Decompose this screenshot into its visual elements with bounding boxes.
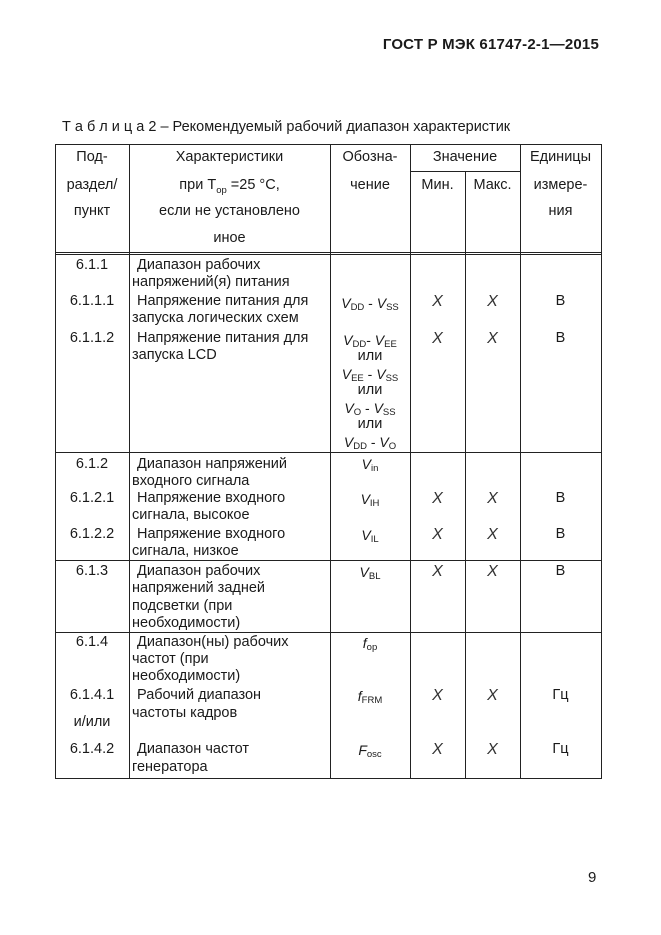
row-symbol: $V_{EE} - V_{SS}$ [341, 366, 399, 384]
row-max: X [487, 293, 498, 310]
row-max: X [487, 526, 498, 543]
row-symbol: $F_{osc}$ [358, 742, 382, 760]
characteristics-table [55, 144, 602, 779]
header-section-3: пункт [73, 203, 111, 219]
row-num: 6.1.1 [75, 257, 109, 273]
row-characteristic-line: запуска логических схем [132, 310, 299, 326]
row-num-extra: и/или [73, 714, 111, 730]
row-max: X [487, 490, 498, 507]
row-symbol: $V_{DD} - V_O$ [343, 434, 397, 452]
row-symbol: $V_O - V_{SS}$ [344, 400, 396, 418]
row-symbol-or: или [357, 348, 383, 364]
row-max: X [487, 563, 498, 580]
row-characteristic-line: Диапазон(ны) рабочих [137, 634, 289, 650]
row-characteristic-line: запуска LCD [132, 347, 217, 363]
row-num: 6.1.1.1 [69, 293, 115, 309]
row-characteristic-line: подсветки (при [132, 598, 233, 614]
header-characteristic-1: Характеристики [175, 149, 284, 165]
header-characteristic-4: иное [213, 230, 246, 246]
row-symbol-or: или [357, 382, 383, 398]
row-min: X [432, 526, 443, 543]
row-max: X [487, 687, 498, 704]
table-caption: Т а б л и ц а 2 – Рекомендуемый рабочий диапазон характеристик [62, 119, 511, 135]
row-symbol: $V_{BL}$ [359, 564, 381, 582]
row-min: X [432, 330, 443, 347]
row-num: 6.1.2.1 [69, 490, 115, 506]
row-characteristic-line: частоты кадров [132, 705, 238, 721]
col-rule-5 [520, 144, 521, 779]
header-characteristic-2 [129, 177, 330, 199]
row-characteristic-line: напряжений(я) питания [132, 274, 290, 290]
row-unit: В [555, 563, 566, 579]
row-characteristic-line: Диапазон рабочих [137, 563, 261, 579]
row-characteristic-line: Напряжение входного [137, 490, 286, 506]
document-standard-header: ГОСТ Р МЭК 61747-2-1—2015 [382, 36, 599, 53]
row-min: X [432, 490, 443, 507]
header-max: Макс. [473, 177, 512, 193]
header-symbol-1: Обозна- [342, 149, 398, 165]
row-min: X [432, 293, 443, 310]
row-num: 6.1.3 [75, 563, 109, 579]
row-min: X [432, 687, 443, 704]
row-characteristic-line: Диапазон напряжений [137, 456, 287, 472]
row-symbol: $V_{DD}-$ $V_{EE}$ [343, 332, 397, 350]
row-symbol: $V_{in}$ [361, 456, 379, 474]
row-symbol: $V_{DD} - V_{SS}$ [341, 295, 399, 313]
header-min: Мин. [421, 177, 454, 193]
header-units-1: Единицы [529, 149, 592, 165]
row-characteristic-line: Напряжение питания для [137, 293, 309, 309]
row-characteristic-line: напряжений задней [132, 580, 266, 596]
row-characteristic-line: Напряжение питания для [137, 330, 309, 346]
row-unit: В [555, 526, 566, 542]
row-num: 6.1.1.2 [69, 330, 115, 346]
row-max: X [487, 741, 498, 758]
row-unit: Гц [552, 741, 569, 757]
header-characteristic-3: если не установлено [159, 203, 300, 219]
col-rule-3 [410, 144, 411, 779]
row-symbol: $V_{IH}$ [360, 491, 380, 509]
row-num: 6.1.4 [75, 634, 109, 650]
row-characteristic-line: сигнала, низкое [132, 543, 239, 559]
row-min: X [432, 741, 443, 758]
header-characteristic-sub: ор [216, 184, 227, 196]
header-symbol-2: чение [350, 177, 390, 193]
header-characteristic-prefix: при T [179, 177, 217, 193]
header-section-2: раздел/ [66, 177, 118, 193]
row-characteristic-line: необходимости) [132, 615, 241, 631]
row-characteristic-line: Диапазон частот [137, 741, 250, 757]
row-unit: Гц [552, 687, 569, 703]
row-num: 6.1.2 [75, 456, 109, 472]
row-characteristic-line: сигнала, высокое [132, 507, 250, 523]
row-characteristic-line: генератора [132, 759, 208, 775]
row-unit: В [555, 330, 566, 346]
header-section-1: Под- [76, 149, 108, 165]
row-symbol: $f_{op}$ [362, 635, 378, 653]
row-characteristic-line: Диапазон рабочих [137, 257, 261, 273]
header-units-3: ния [548, 203, 573, 219]
row-unit: В [555, 293, 566, 309]
row-characteristic-line: необходимости) [132, 668, 241, 684]
header-units-2: измере- [533, 177, 588, 193]
table-border-right [601, 144, 602, 779]
row-num: 6.1.4.2 [69, 741, 115, 757]
row-min: X [432, 563, 443, 580]
row-characteristic-line: входного сигнала [132, 473, 250, 489]
row-num: 6.1.2.2 [69, 526, 115, 542]
page-number: 9 [588, 869, 597, 886]
row-unit: В [555, 490, 566, 506]
row-symbol: $f_{FRM}$ [357, 688, 383, 706]
row-symbol-or: или [357, 416, 383, 432]
row-characteristic-line: Напряжение входного [137, 526, 286, 542]
header-characteristic-suffix: =25 °C, [226, 177, 280, 193]
header-value: Значение [432, 149, 498, 165]
row-symbol: $V_{IL}$ [361, 527, 379, 545]
row-num: 6.1.4.1 [69, 687, 115, 703]
row-characteristic-line: Рабочий диапазон [137, 687, 262, 703]
row-max: X [487, 330, 498, 347]
row-characteristic-line: частот (при [132, 651, 209, 667]
